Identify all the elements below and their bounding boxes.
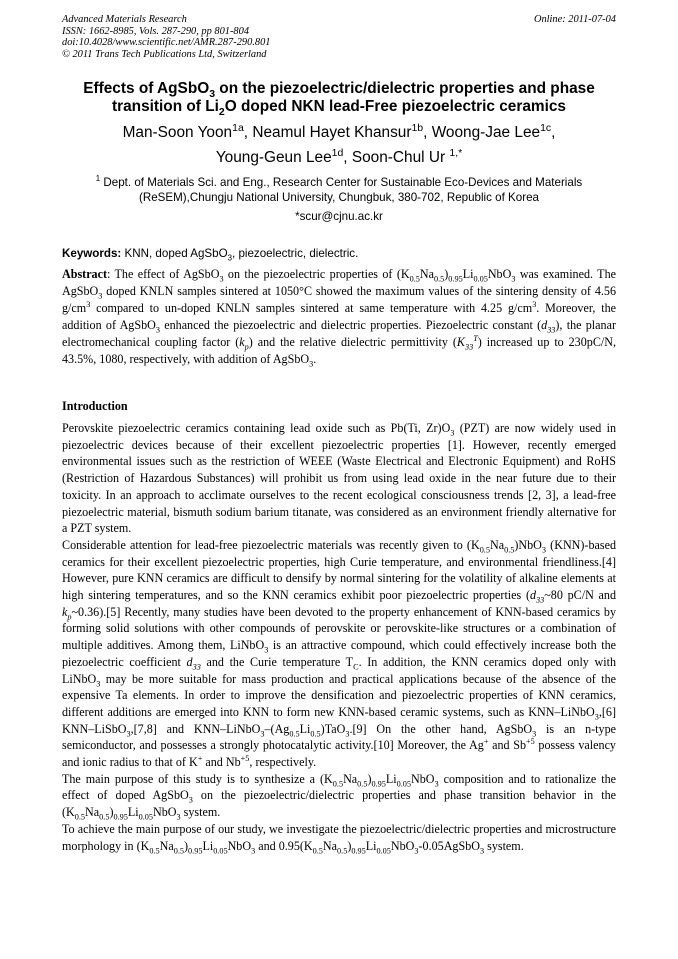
copyright-line: © 2011 Trans Tech Publications Ltd, Switzerland: [62, 48, 267, 60]
abstract: Abstract: The effect of AgSbO$_3$ on the piezoelectric properties of $(K_{0.5}Na_{0.5})_{0.95}Li_{0.05}NbO_3$ was examined. The AgSbO$_3$ doped KNLN samples sintered at 1050°C showed the maximum values of the sintering density of 4.56 $g/cm^3$ compared to un-doped KNLN samples sintered at same temperature with 4.25 $g/cm^3$. Moreover, the addition of AgSbO$_3$ enhanced the piezoelectric and dielectric properties. Piezoelectric constant $(d_{33})$, the planar electromechanical coupling factor $(k_p)$ and the relative dielectric permittivity $(K_{33}^T)$ increased up to 230pC/N, 43.5%, 1080, respectively, with addition of AgSbO$_3$.: [62, 267, 617, 369]
journal-name: Advanced Materials Research: [62, 14, 187, 25]
keywords-label: Keywords:: [62, 247, 122, 260]
author-name: Neamul Hayet Khansur: [252, 124, 412, 141]
author-name: Young-Geun Lee: [215, 149, 332, 166]
affiliation: $^1$ Dept. of Materials Sci. and Eng., Research Center for Sustainable Eco-Devices and Materials (ReSEM),Chungju National University, Chungbuk, 380-702, Republic of Korea: [95, 174, 583, 204]
online-date: Online: 2011-07-04: [533, 14, 616, 25]
author-name: Soon-Chul Ur: [351, 149, 450, 166]
author-list: Man-Soon Yoon$^{1a}$, Neamul Hayet Khansur$^{1b}$, Woong-Jae Lee$^{1c}$, Young-Geun Lee$^{1d}$, Soon-Chul Ur $^{1,*}$: [122, 122, 556, 166]
paragraph: Perovskite piezoelectric ceramics containing lead oxide such as Pb(Ti, $Zr)O_3$ (PZT) are now widely used in piezoelectric devices because of their excellent piezoelectric properties [1]. However, recently emerged environmental issues such as the restriction of WEEE (Waste Electrical and Electronic Equipment) and RoHS (Restriction of Hazardous Substances) will prohibit us from using lead oxide in the near future due to their toxicity. In an approach to acclimate ourselves to the recent ecological consciousness trends [2, 3], a lead-free piezoelectric material, bismuth sodium barium titanate, was considered as an environment friendly alternative for a PZT system.: [62, 421, 616, 536]
paragraph: To achieve the main purpose of our study, we investigate the piezoelectric/dielectric properties and microstructure morphology in $(K_{0.5}Na_{0.5})_{0.95}Li_{0.05}NbO_3$ and $0.95(K_{0.5}Na_{0.5})_{0.95}Li_{0.05}NbO_3-0.05AgSbO_3$ system.: [62, 821, 616, 855]
paper-title: Effects of AgSbO$_3$ on the piezoelectric/dielectric properties and phase transition of $Li_2O$ doped NKN lead-Free piezoelectric ceramics: [83, 80, 595, 119]
introduction-body: [62, 420, 616, 854]
corresponding-email: *scur@cjnu.ac.kr: [295, 210, 383, 223]
doi-line: doi:10.4028/www.scientific.net/AMR.287-290.801: [62, 37, 271, 49]
keywords: Keywords: KNN, doped AgSbO$_3$, piezoelectric, dielectric.: [62, 247, 359, 263]
journal-header: [62, 14, 270, 60]
paragraph: Considerable attention for lead-free piezoelectric materials was recently given to $(K_{0.5}Na_{0.5})NbO_3$ (KNN)-based ceramics for their excellent piezoelectric properties, high Curie temperature, and environmental friendliness.[4] However, pure KNN ceramics are difficult to densify by normal sintering for the volatility of alkaline elements at high sintering temperatures, and so the KNN ceramics exhibit poor piezoelectric properties ($d_{33}\sim 80$ pC/N and $k_p\sim 0.36).[5]$ Recently, many studies have been devoted to the property enhancement of KNN-based ceramics by forming solid solutions with other compounds of perovskite or perovskite-like structures or a combination of multiple additives. Among them, LiNbO$_3$ is an attractive compound, which could effectively increase both the piezoelectric coefficient $d_{33}$ and the Curie temperature $T_C$. In addition, the KNN ceramics doped only with LiNbO$_3$ may be more suitable for mass production and practical applications because of the absence of the expensive Ta elements. In order to improve the densification and piezoelectric properties of KNN ceramics, different additions are emerged into KNN to form new KNN-based ceramic systems, such as KNN–LiNbO$_3$,[6] KNN–LiSbO$_3$,[7,8] and KNN–$LiNbO_3-(Ag_{0.5}Li_{0.5})TaO_3.[9]$ On the other hand, AgSbO$_3$ is an n-type semiconductor, and possesses a strongly photocatalytic activity.[10] Moreover, the Ag+ and $Sb^{+5}$ possess valency and ionic radius to that of K+ and $Nb^{+5}$, respectively.: [62, 537, 617, 770]
paragraph: The main purpose of this study is to synthesize a $(K_{0.5}Na_{0.5})_{0.95}Li_{0.05}NbO_3$ composition and to rationalize the effect of doped AgSbO$_3$ on the piezoelectric/dielectric properties and phase transition behavior in the $(K_{0.5}Na_{0.5})_{0.95}Li_{0.05}NbO_3$ system.: [62, 771, 617, 822]
author-name: Man-Soon Yoon: [122, 124, 233, 141]
section-heading: Introduction: [62, 399, 128, 413]
author-name: Woong-Jae Lee: [431, 124, 541, 141]
abstract-label: Abstract: [62, 267, 108, 281]
issn-line: ISSN: 1662-8985, Vols. 287-290, pp 801-804: [62, 25, 250, 37]
